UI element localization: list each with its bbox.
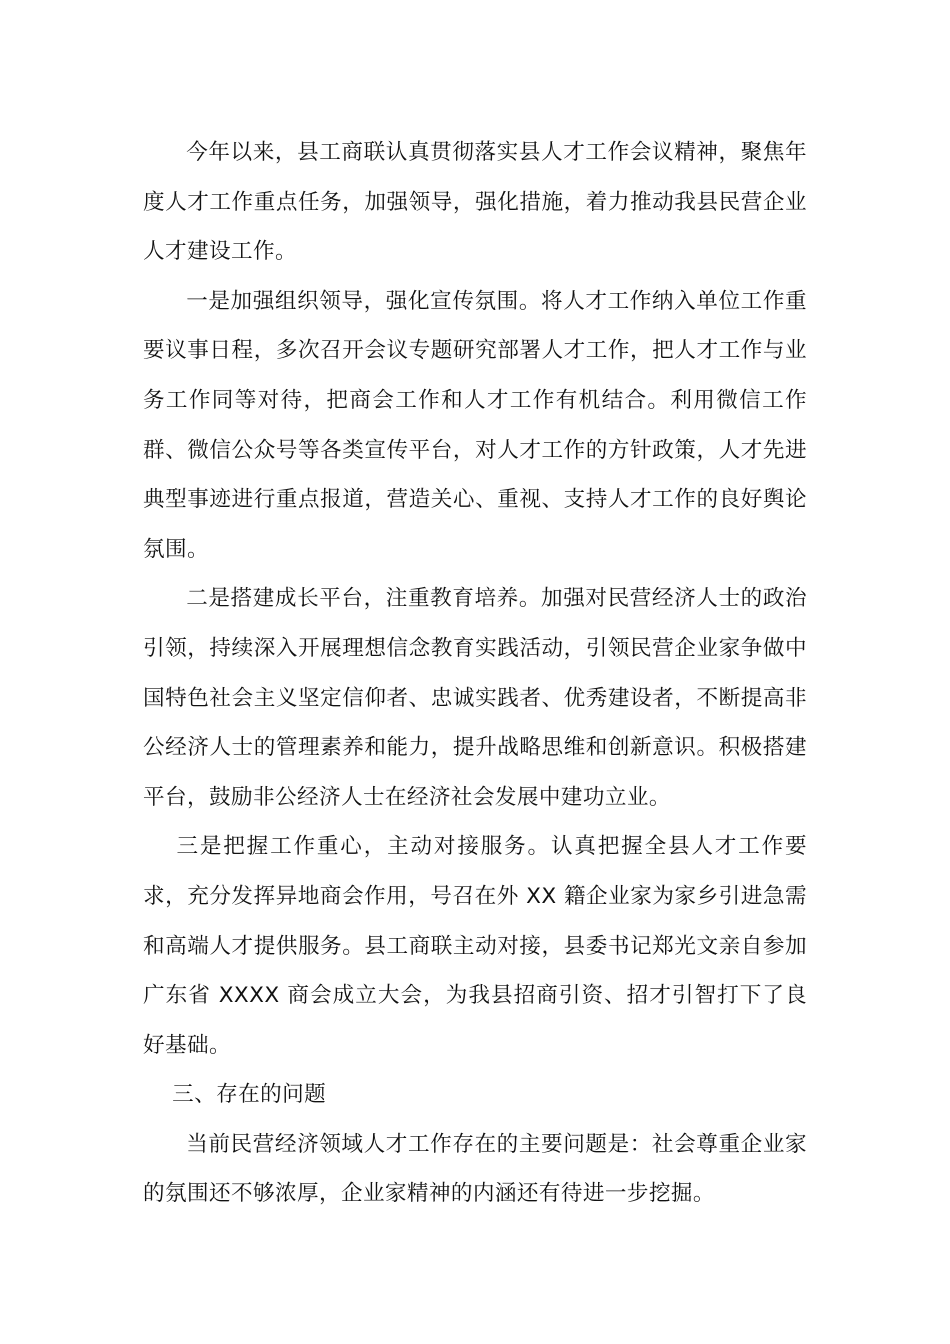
document-body <box>143 128 807 1219</box>
paragraph-point-3: 三是把握工作重心，主动对接服务。认真把握全县人才工作要求，充分发挥异地商会作用，号召在外 XX 籍企业家为家乡引进急需和高端人才提供服务。县工商联主动对接，县委书记郑光文亲自参加广东省 XXXX 商会成立大会，为我县招商引资、招才引智打下了良好基础。 <box>143 834 807 1058</box>
paragraph-intro: 今年以来，县工商联认真贯彻落实县人才工作会议精神，聚焦年度人才工作重点任务，加强领导，强化措施，着力推动我县民营企业人才建设工作。 <box>143 140 807 265</box>
paragraph-problems: 当前民营经济领域人才工作存在的主要问题是：社会尊重企业家的氛围还不够浓厚，企业家精神的内涵还有待进一步挖掘。 <box>143 1131 807 1207</box>
paragraph-point-1: 一是加强组织领导，强化宣传氛围。将人才工作纳入单位工作重要议事日程，多次召开会议专题研究部署人才工作，把人才工作与业务工作同等对待，把商会工作和人才工作有机结合。利用微信工作群、微信公众号等各类宣传平台，对人才工作的方针政策，人才先进典型事迹进行重点报道，营造关心、重视、支持人才工作的良好舆论氛围。 <box>143 288 807 562</box>
section-heading-problems: 三、存在的问题 <box>172 1082 327 1108</box>
paragraph-point-2: 二是搭建成长平台，注重教育培养。加强对民营经济人士的政治引领，持续深入开展理想信念教育实践活动，引领民营企业家争做中国特色社会主义坚定信仰者、忠诚实践者、优秀建设者，不断提高非公经济人士的管理素养和能力，提升战略思维和创新意识。积极搭建平台，鼓励非公经济人士在经济社会发展中建功立业。 <box>143 586 807 810</box>
